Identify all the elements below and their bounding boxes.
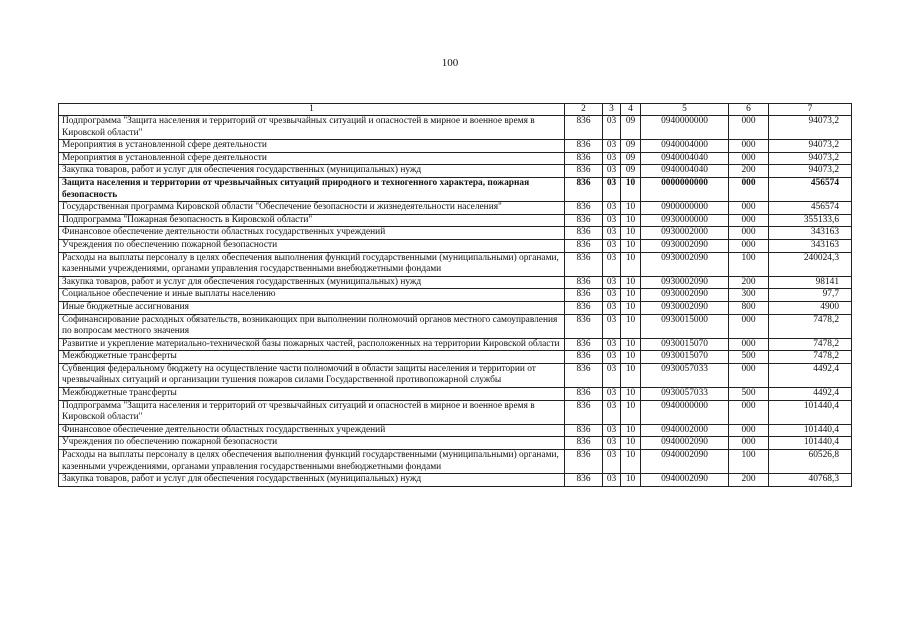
cell-section: 03: [603, 450, 621, 474]
cell-target: 0940002090: [641, 437, 729, 450]
cell-admin: 836: [565, 227, 603, 240]
cell-subsection: 10: [621, 450, 641, 474]
cell-type: 500: [729, 388, 769, 401]
cell-name: Подпрограмма "Пожарная безопасность в Кировской области": [59, 214, 565, 227]
header-cell-name: 1: [59, 104, 565, 116]
cell-target: 0930002090: [641, 252, 729, 276]
cell-subsection: 10: [621, 424, 641, 437]
cell-target: 0930002090: [641, 289, 729, 302]
cell-admin: 836: [565, 276, 603, 289]
cell-target: 0940000000: [641, 400, 729, 424]
cell-name: Расходы на выплаты персоналу в целях обеспечения выполнения функций государственными (муниципальными) органами, казенными учреждениями, органами управления государственными внебюджетными фондами: [59, 450, 565, 474]
cell-type: 200: [729, 165, 769, 178]
cell-type: 000: [729, 227, 769, 240]
table-row: [59, 252, 852, 276]
cell-name: Социальное обеспечение и иные выплаты населению: [59, 289, 565, 302]
cell-amount: 355133,6: [769, 214, 852, 227]
cell-name: Финансовое обеспечение деятельности областных государственных учреждений: [59, 227, 565, 240]
cell-section: 03: [603, 140, 621, 153]
cell-subsection: 10: [621, 177, 641, 201]
cell-target: 0900000000: [641, 202, 729, 215]
cell-amount: 98141: [769, 276, 852, 289]
cell-name: Защита населения и территории от чрезвычайных ситуаций природного и техногенного характера, пожарная безопасность: [59, 177, 565, 201]
cell-subsection: 10: [621, 289, 641, 302]
cell-subsection: 10: [621, 474, 641, 487]
cell-subsection: 10: [621, 437, 641, 450]
cell-amount: 7478,2: [769, 338, 852, 351]
cell-admin: 836: [565, 314, 603, 338]
cell-section: 03: [603, 301, 621, 314]
cell-amount: 40768,3: [769, 474, 852, 487]
budget-table: [58, 103, 852, 487]
cell-amount: 101440,4: [769, 424, 852, 437]
table-row: [59, 289, 852, 302]
cell-section: 03: [603, 276, 621, 289]
cell-type: 000: [729, 437, 769, 450]
table-row: [59, 400, 852, 424]
cell-section: 03: [603, 474, 621, 487]
cell-target: 0930000000: [641, 214, 729, 227]
cell-amount: 94073,2: [769, 152, 852, 165]
cell-name: Субвенция федеральному бюджету на осуществление части полномочий в области защиты населения и территории от чрезвычайных ситуаций и организации тушения пожаров силами Государственной противопожарной службы: [59, 363, 565, 387]
cell-type: 000: [729, 177, 769, 201]
cell-name: Мероприятия в установленной сфере деятельности: [59, 152, 565, 165]
cell-name: Учреждения по обеспечению пожарной безопасности: [59, 239, 565, 252]
cell-target: 0930002090: [641, 301, 729, 314]
cell-target: 0930002090: [641, 276, 729, 289]
table-row: [59, 338, 852, 351]
cell-admin: 836: [565, 437, 603, 450]
cell-subsection: 09: [621, 116, 641, 140]
cell-type: 000: [729, 152, 769, 165]
cell-subsection: 09: [621, 152, 641, 165]
cell-admin: 836: [565, 424, 603, 437]
table-row: [59, 140, 852, 153]
cell-section: 03: [603, 239, 621, 252]
cell-target: 0940004040: [641, 152, 729, 165]
cell-section: 03: [603, 152, 621, 165]
cell-target: 0940002090: [641, 474, 729, 487]
cell-section: 03: [603, 338, 621, 351]
cell-amount: 456574: [769, 202, 852, 215]
cell-subsection: 10: [621, 301, 641, 314]
cell-subsection: 10: [621, 214, 641, 227]
table-row: [59, 388, 852, 401]
header-cell-target: 5: [641, 104, 729, 116]
cell-admin: 836: [565, 214, 603, 227]
cell-name: Закупка товаров, работ и услуг для обеспечения государственных (муниципальных) нужд: [59, 276, 565, 289]
cell-type: 000: [729, 214, 769, 227]
table-row: [59, 474, 852, 487]
cell-type: 000: [729, 338, 769, 351]
cell-subsection: 10: [621, 239, 641, 252]
cell-target: 0940002000: [641, 424, 729, 437]
cell-admin: 836: [565, 177, 603, 201]
cell-admin: 836: [565, 152, 603, 165]
header-cell-subsection: 4: [621, 104, 641, 116]
cell-subsection: 10: [621, 338, 641, 351]
cell-subsection: 10: [621, 276, 641, 289]
cell-target: 0930057033: [641, 388, 729, 401]
cell-target: 0000000000: [641, 177, 729, 201]
cell-amount: 101440,4: [769, 400, 852, 424]
cell-subsection: 09: [621, 165, 641, 178]
cell-admin: 836: [565, 338, 603, 351]
cell-admin: 836: [565, 388, 603, 401]
table-row: [59, 424, 852, 437]
table-row: [59, 202, 852, 215]
cell-admin: 836: [565, 400, 603, 424]
header-cell-admin: 2: [565, 104, 603, 116]
cell-type: 500: [729, 351, 769, 364]
cell-name: Подпрограмма "Защита населения и территорий от чрезвычайных ситуаций и опасностей в мирное и военное время в Кировской области": [59, 116, 565, 140]
cell-type: 000: [729, 116, 769, 140]
cell-target: 0930002090: [641, 239, 729, 252]
table-row: [59, 301, 852, 314]
cell-name: Межбюджетные трансферты: [59, 351, 565, 364]
cell-amount: 97,7: [769, 289, 852, 302]
cell-subsection: 10: [621, 252, 641, 276]
cell-type: 000: [729, 140, 769, 153]
table-row: [59, 214, 852, 227]
cell-amount: 4492,4: [769, 363, 852, 387]
cell-type: 300: [729, 289, 769, 302]
cell-name: Расходы на выплаты персоналу в целях обеспечения выполнения функций государственными (муниципальными) органами, казенными учреждениями, органами управления государственными внебюджетными фондами: [59, 252, 565, 276]
cell-target: 0930015070: [641, 351, 729, 364]
cell-admin: 836: [565, 301, 603, 314]
cell-admin: 836: [565, 165, 603, 178]
header-cell-amount: 7: [769, 104, 852, 116]
cell-name: Софинансирование расходных обязательств, возникающих при выполнении полномочий органов местного самоуправления по вопросам местного значения: [59, 314, 565, 338]
cell-section: 03: [603, 314, 621, 338]
cell-admin: 836: [565, 450, 603, 474]
cell-type: 000: [729, 239, 769, 252]
cell-section: 03: [603, 116, 621, 140]
cell-admin: 836: [565, 252, 603, 276]
table-row: [59, 314, 852, 338]
cell-section: 03: [603, 252, 621, 276]
cell-type: 200: [729, 474, 769, 487]
table-body: [59, 116, 852, 487]
table-row: [59, 276, 852, 289]
cell-amount: 4492,4: [769, 388, 852, 401]
cell-admin: 836: [565, 351, 603, 364]
cell-type: 200: [729, 276, 769, 289]
cell-section: 03: [603, 177, 621, 201]
header-cell-type: 6: [729, 104, 769, 116]
cell-admin: 836: [565, 202, 603, 215]
cell-target: 0940002090: [641, 450, 729, 474]
cell-type: 000: [729, 424, 769, 437]
cell-target: 0940004000: [641, 140, 729, 153]
cell-subsection: 10: [621, 227, 641, 240]
table-row: [59, 177, 852, 201]
cell-subsection: 09: [621, 140, 641, 153]
cell-subsection: 10: [621, 388, 641, 401]
cell-target: 0940004040: [641, 165, 729, 178]
page-number: 100: [441, 57, 459, 69]
table-row: [59, 152, 852, 165]
header-cell-section: 3: [603, 104, 621, 116]
cell-target: 0930015070: [641, 338, 729, 351]
cell-admin: 836: [565, 474, 603, 487]
cell-subsection: 10: [621, 363, 641, 387]
cell-admin: 836: [565, 116, 603, 140]
table-row: [59, 165, 852, 178]
cell-name: Закупка товаров, работ и услуг для обеспечения государственных (муниципальных) нужд: [59, 165, 565, 178]
cell-subsection: 10: [621, 202, 641, 215]
cell-amount: 60526,8: [769, 450, 852, 474]
cell-type: 000: [729, 202, 769, 215]
cell-amount: 456574: [769, 177, 852, 201]
cell-admin: 836: [565, 289, 603, 302]
cell-type: 100: [729, 252, 769, 276]
cell-section: 03: [603, 400, 621, 424]
cell-name: Мероприятия в установленной сфере деятельности: [59, 140, 565, 153]
cell-amount: 101440,4: [769, 437, 852, 450]
cell-type: 800: [729, 301, 769, 314]
table-row: [59, 450, 852, 474]
cell-section: 03: [603, 388, 621, 401]
cell-subsection: 10: [621, 400, 641, 424]
cell-amount: 4900: [769, 301, 852, 314]
cell-type: 000: [729, 400, 769, 424]
table-row: [59, 437, 852, 450]
cell-section: 03: [603, 227, 621, 240]
cell-amount: 240024,3: [769, 252, 852, 276]
cell-amount: 7478,2: [769, 351, 852, 364]
cell-section: 03: [603, 289, 621, 302]
cell-type: 100: [729, 450, 769, 474]
cell-name: Государственная программа Кировской области "Обеспечение безопасности и жизнедеятельности населения": [59, 202, 565, 215]
cell-section: 03: [603, 165, 621, 178]
cell-section: 03: [603, 214, 621, 227]
cell-name: Учреждения по обеспечению пожарной безопасности: [59, 437, 565, 450]
cell-name: Развитие и укрепление материально-технической базы пожарных частей, расположенных на территории Кировской области: [59, 338, 565, 351]
table-row: [59, 363, 852, 387]
cell-amount: 94073,2: [769, 165, 852, 178]
cell-amount: 94073,2: [769, 140, 852, 153]
cell-type: 000: [729, 314, 769, 338]
cell-admin: 836: [565, 239, 603, 252]
cell-subsection: 10: [621, 351, 641, 364]
cell-section: 03: [603, 351, 621, 364]
cell-amount: 7478,2: [769, 314, 852, 338]
table-row: [59, 227, 852, 240]
cell-name: Подпрограмма "Защита населения и территорий от чрезвычайных ситуаций и опасностей в мирное и военное время в Кировской области": [59, 400, 565, 424]
table-row: [59, 116, 852, 140]
cell-amount: 343163: [769, 227, 852, 240]
cell-section: 03: [603, 437, 621, 450]
cell-target: 0930057033: [641, 363, 729, 387]
cell-section: 03: [603, 363, 621, 387]
cell-admin: 836: [565, 363, 603, 387]
table-row: [59, 351, 852, 364]
cell-section: 03: [603, 424, 621, 437]
cell-target: 0930002000: [641, 227, 729, 240]
table-header-row: [59, 104, 852, 116]
cell-section: 03: [603, 202, 621, 215]
cell-target: 0930015000: [641, 314, 729, 338]
cell-target: 0940000000: [641, 116, 729, 140]
cell-type: 000: [729, 363, 769, 387]
cell-amount: 343163: [769, 239, 852, 252]
cell-name: Финансовое обеспечение деятельности областных государственных учреждений: [59, 424, 565, 437]
table-row: [59, 239, 852, 252]
cell-name: Межбюджетные трансферты: [59, 388, 565, 401]
cell-subsection: 10: [621, 314, 641, 338]
cell-name: Иные бюджетные ассигнования: [59, 301, 565, 314]
cell-name: Закупка товаров, работ и услуг для обеспечения государственных (муниципальных) нужд: [59, 474, 565, 487]
cell-amount: 94073,2: [769, 116, 852, 140]
cell-admin: 836: [565, 140, 603, 153]
